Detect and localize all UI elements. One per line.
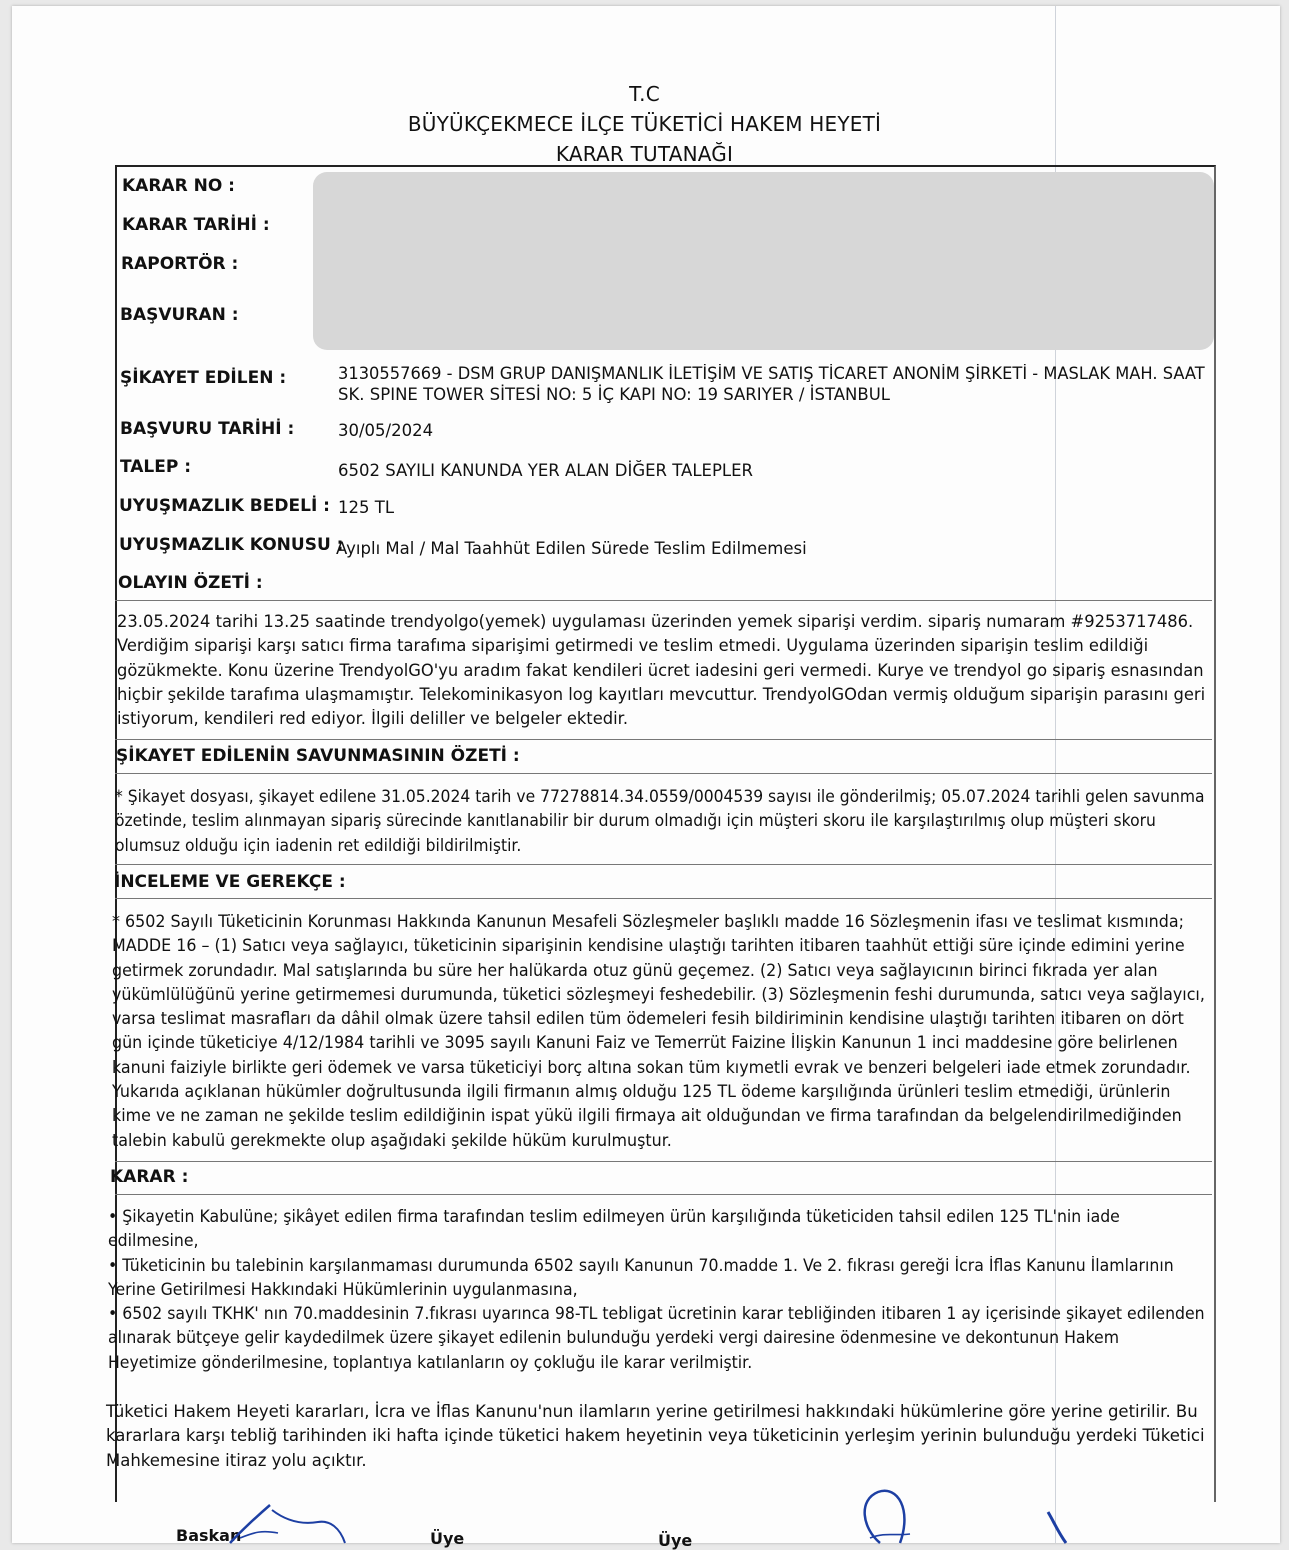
text-line: getirmek zorundadır. Mal satışlarında bu süre her halükarda otuz günü geçemez. (2) Satıcı veya sağlayıcının birinci fıkrada yer alan bbox=[112, 960, 1158, 980]
handwritten-signature-uye bbox=[840, 1488, 930, 1543]
text-line: Tüketici Hakem Heyeti kararları, İcra ve İflas Kanunu'nun ilamların yerine getirilmesi hakkındaki hükümlerine göre yerine getirilir. Bu bbox=[106, 1402, 1198, 1421]
text-line: alınarak bütçeye gelir kaydedilmek üzere şikayet edilenin bulunduğu yerdeki vergi dairesine ödenmesine ve dekontunun Hakem bbox=[108, 1328, 1120, 1348]
text-line: hiçbir şekilde tarafıma ulaşmamıştır. Telekominikasyon log kayıtları mevcuttur. TrendyolGOdan vermiş olduğum siparişin parasını geri bbox=[117, 684, 1206, 704]
text-line: 23.05.2024 tarihi 13.25 saatinde trendyolgo(yemek) uygulaması üzerinden yemek siparişi verdim. sipariş numaram #9253717486. bbox=[117, 612, 1194, 631]
text-line: • Tüketicinin bu talebinin karşılanmaması durumunda 6502 sayılı Kanunun 70.madde 1. Ve 2. fıkrası gereği İcra İflas Kanunu İlamlarının bbox=[108, 1255, 1174, 1275]
text-line: kanuni faiziyle birlikte geri ödemek ve varsa tüketiciyi borç altına sokan tüm kıymetli evrak ve benzeri belgeleri iade etmek zorundadır. bbox=[112, 1057, 1191, 1077]
savunma-title: ŞİKAYET EDİLENİN SAVUNMASININ ÖZETİ : bbox=[116, 746, 520, 766]
text-line: olumsuz olduğu için iadenin ret edildiği bildirilmiştir. bbox=[115, 835, 522, 855]
basvuru-tarihi-label: BAŞVURU TARİHİ : bbox=[120, 419, 295, 439]
text-line: MADDE 16 – (1) Satıcı veya sağlayıcı, tüketicinin siparişinin kendisine ulaştığı tarihten itibaren taahhüt ettiği süre içinde edimini yerine bbox=[112, 936, 1185, 956]
sikayet-edilen-label: ŞİKAYET EDİLEN : bbox=[120, 368, 287, 388]
karar-text bbox=[108, 1205, 1260, 1375]
section-divider bbox=[115, 898, 1212, 899]
uyusmazlik-konusu-value: Ayıplı Mal / Mal Taahhüt Edilen Sürede Teslim Edilmemesi bbox=[336, 539, 807, 558]
talep-value: 6502 SAYILI KANUNDA YER ALAN DİĞER TALEPLER bbox=[338, 461, 753, 480]
text-line: Verdiğim siparişi karşı satıcı firma tarafıma siparişimi getirmedi ve teslim etmedi. Uygulama üzerinden siparişin teslim edildiği bbox=[117, 636, 1149, 656]
section-divider bbox=[115, 864, 1212, 865]
text-line: kime ve ne zaman ne şekilde teslim edildiğinin ispat yükü ilgili firmaya ait olduğundan ve firma tarafından da belgelendirilmediğinden bbox=[112, 1106, 1182, 1126]
section-divider bbox=[115, 739, 1212, 740]
basvuran-label: BAŞVURAN : bbox=[120, 305, 239, 325]
redaction-box bbox=[313, 172, 1214, 350]
raportor-label: RAPORTÖR : bbox=[121, 254, 239, 274]
text-line: gün içinde tüketiciye 4/12/1984 tarihli ve 3095 sayılı Kanuni Faiz ve Temerrüt Faizine İlişkin Kanunun 1 inci maddesine göre belirlenen bbox=[112, 1033, 1178, 1053]
section-divider bbox=[115, 773, 1212, 774]
karar-no-label: KARAR NO : bbox=[122, 176, 235, 196]
karar-tarihi-label: KARAR TARİHİ : bbox=[122, 215, 270, 235]
olay-ozeti-title: OLAYIN ÖZETİ : bbox=[118, 573, 263, 593]
signature-label-uye: Üye bbox=[658, 1531, 693, 1550]
inceleme-text bbox=[112, 910, 1246, 1153]
text-line: * Şikayet dosyası, şikayet edilene 31.05.2024 tarih ve 77278814.34.0559/0004539 sayısı ile gönderilmiş; 05.07.2024 tarihli gelen savunma bbox=[115, 787, 1205, 806]
savunma-text bbox=[115, 785, 1270, 858]
talep-label: TALEP : bbox=[120, 457, 192, 477]
text-line: yükümlülüğünü yerine getirmemesi durumunda, tüketici sözleşmeyi feshedebilir. (3) Sözleşmenin feshi durumunda, satıcı veya sağlayıcı, bbox=[112, 984, 1205, 1004]
text-line: * 6502 Sayılı Tüketicinin Korunması Hakkında Kanunun Mesafeli Sözleşmeler başlıklı madde 16 Sözleşmenin ifası ve teslimat kısmında; bbox=[112, 912, 1184, 931]
section-divider bbox=[115, 1161, 1212, 1162]
olay-ozeti-text bbox=[117, 610, 1217, 731]
uyusmazlik-konusu-label: UYUŞMAZLIK KONUSU : bbox=[119, 535, 344, 555]
handwritten-signature-mark bbox=[1040, 1512, 1080, 1543]
text-line: • 6502 sayılı TKHK' nın 70.maddesinin 7.fıkrası uyarınca 98-TL tebligat ücretinin karar tebliğinden itibaren 1 ay içerisinde şikayet edilenden bbox=[108, 1304, 1205, 1324]
text-line: Heyetimize gönderilmesine, toplantıya katılanların oy çokluğu ile karar verilmiştir. bbox=[108, 1352, 753, 1372]
itiraz-notice-text bbox=[106, 1400, 1205, 1473]
text-line: talebin kabulü gerekmekte olup aşağıdaki şekilde hüküm kurulmuştur. bbox=[112, 1130, 672, 1150]
karar-title: KARAR : bbox=[110, 1167, 189, 1187]
uyusmazlik-bedeli-value: 125 TL bbox=[338, 498, 395, 517]
text-line: Yukarıda açıklanan hükümler doğrultusunda ilgili firmanın almış olduğu 125 TL ödeme karşılığında ürünleri teslim etmediği, ürünlerin bbox=[112, 1082, 1171, 1102]
uyusmazlik-bedeli-label: UYUŞMAZLIK BEDELİ : bbox=[119, 496, 330, 516]
section-divider bbox=[115, 600, 1212, 601]
sikayet-edilen-value-line2: SK. SPINE TOWER SİTESİ NO: 5 İÇ KAPI NO: 19 SARIYER / İSTANBUL bbox=[338, 385, 890, 404]
text-line: edilmesine, bbox=[108, 1231, 199, 1251]
text-line: Yerine Getirilmesi Hakkındaki Hükümlerinin uygulanmasına, bbox=[108, 1279, 578, 1299]
signature-label-baskan: Baskan bbox=[176, 1526, 242, 1545]
text-line: • Şikayetin Kabulüne; şikâyet edilen firma tarafından teslim edilmeyen ürün karşılığında tüketiciden tahsil edilen 125 TL'nin iade bbox=[108, 1207, 1120, 1226]
sikayet-edilen-value-line1: 3130557669 - DSM GRUP DANIŞMANLIK İLETİŞİM VE SATIŞ TİCARET ANONİM ŞİRKETİ - MASLAK MAH. SAAT bbox=[338, 364, 1205, 383]
text-line: özetinde, teslim alınmayan sipariş sürecinde kanıtlanabilir bir durum olmadığı için müşteri skoru ile karşılaştırılmış olup müşteri skoru bbox=[115, 811, 1156, 831]
text-line: gözükmekte. Konu üzerine TrendyolGO'yu aradım fakat kendileri ücret iadesini geri vermedi. Kurye ve trendyol go sipariş esnasından bbox=[117, 660, 1204, 680]
signature-label-uye: Üye bbox=[430, 1529, 465, 1548]
text-line: Mahkemesine itiraz yolu açıktır. bbox=[106, 1450, 367, 1470]
section-divider bbox=[115, 1194, 1212, 1195]
basvuru-tarihi-value: 30/05/2024 bbox=[338, 421, 434, 440]
text-line: istiyorum, kendileri red ediyor. İlgili deliller ve belgeler ektedir. bbox=[117, 709, 629, 729]
header-tc: T.C bbox=[629, 82, 660, 106]
text-line: varsa teslimat masrafları da dâhil olmak üzere tahsil edilen tüm ödemeleri fesih bildiriminin kendisine ulaştığı tarihten itibaren on dört bbox=[112, 1009, 1184, 1029]
header-document-title: KARAR TUTANAĞI bbox=[555, 142, 734, 166]
text-line: kararlara karşı tebliğ tarihinden iki hafta içinde tüketici hakem heyetinin veya tüketicinin yerleşim yerinin bulunduğu yerdeki Tüketici bbox=[106, 1426, 1205, 1446]
handwritten-signature-baskan bbox=[200, 1500, 360, 1543]
header-institution: BÜYÜKÇEKMECE İLÇE TÜKETİCİ HAKEM HEYETİ bbox=[407, 112, 882, 136]
inceleme-title: İNCELEME VE GEREKÇE : bbox=[114, 872, 346, 892]
